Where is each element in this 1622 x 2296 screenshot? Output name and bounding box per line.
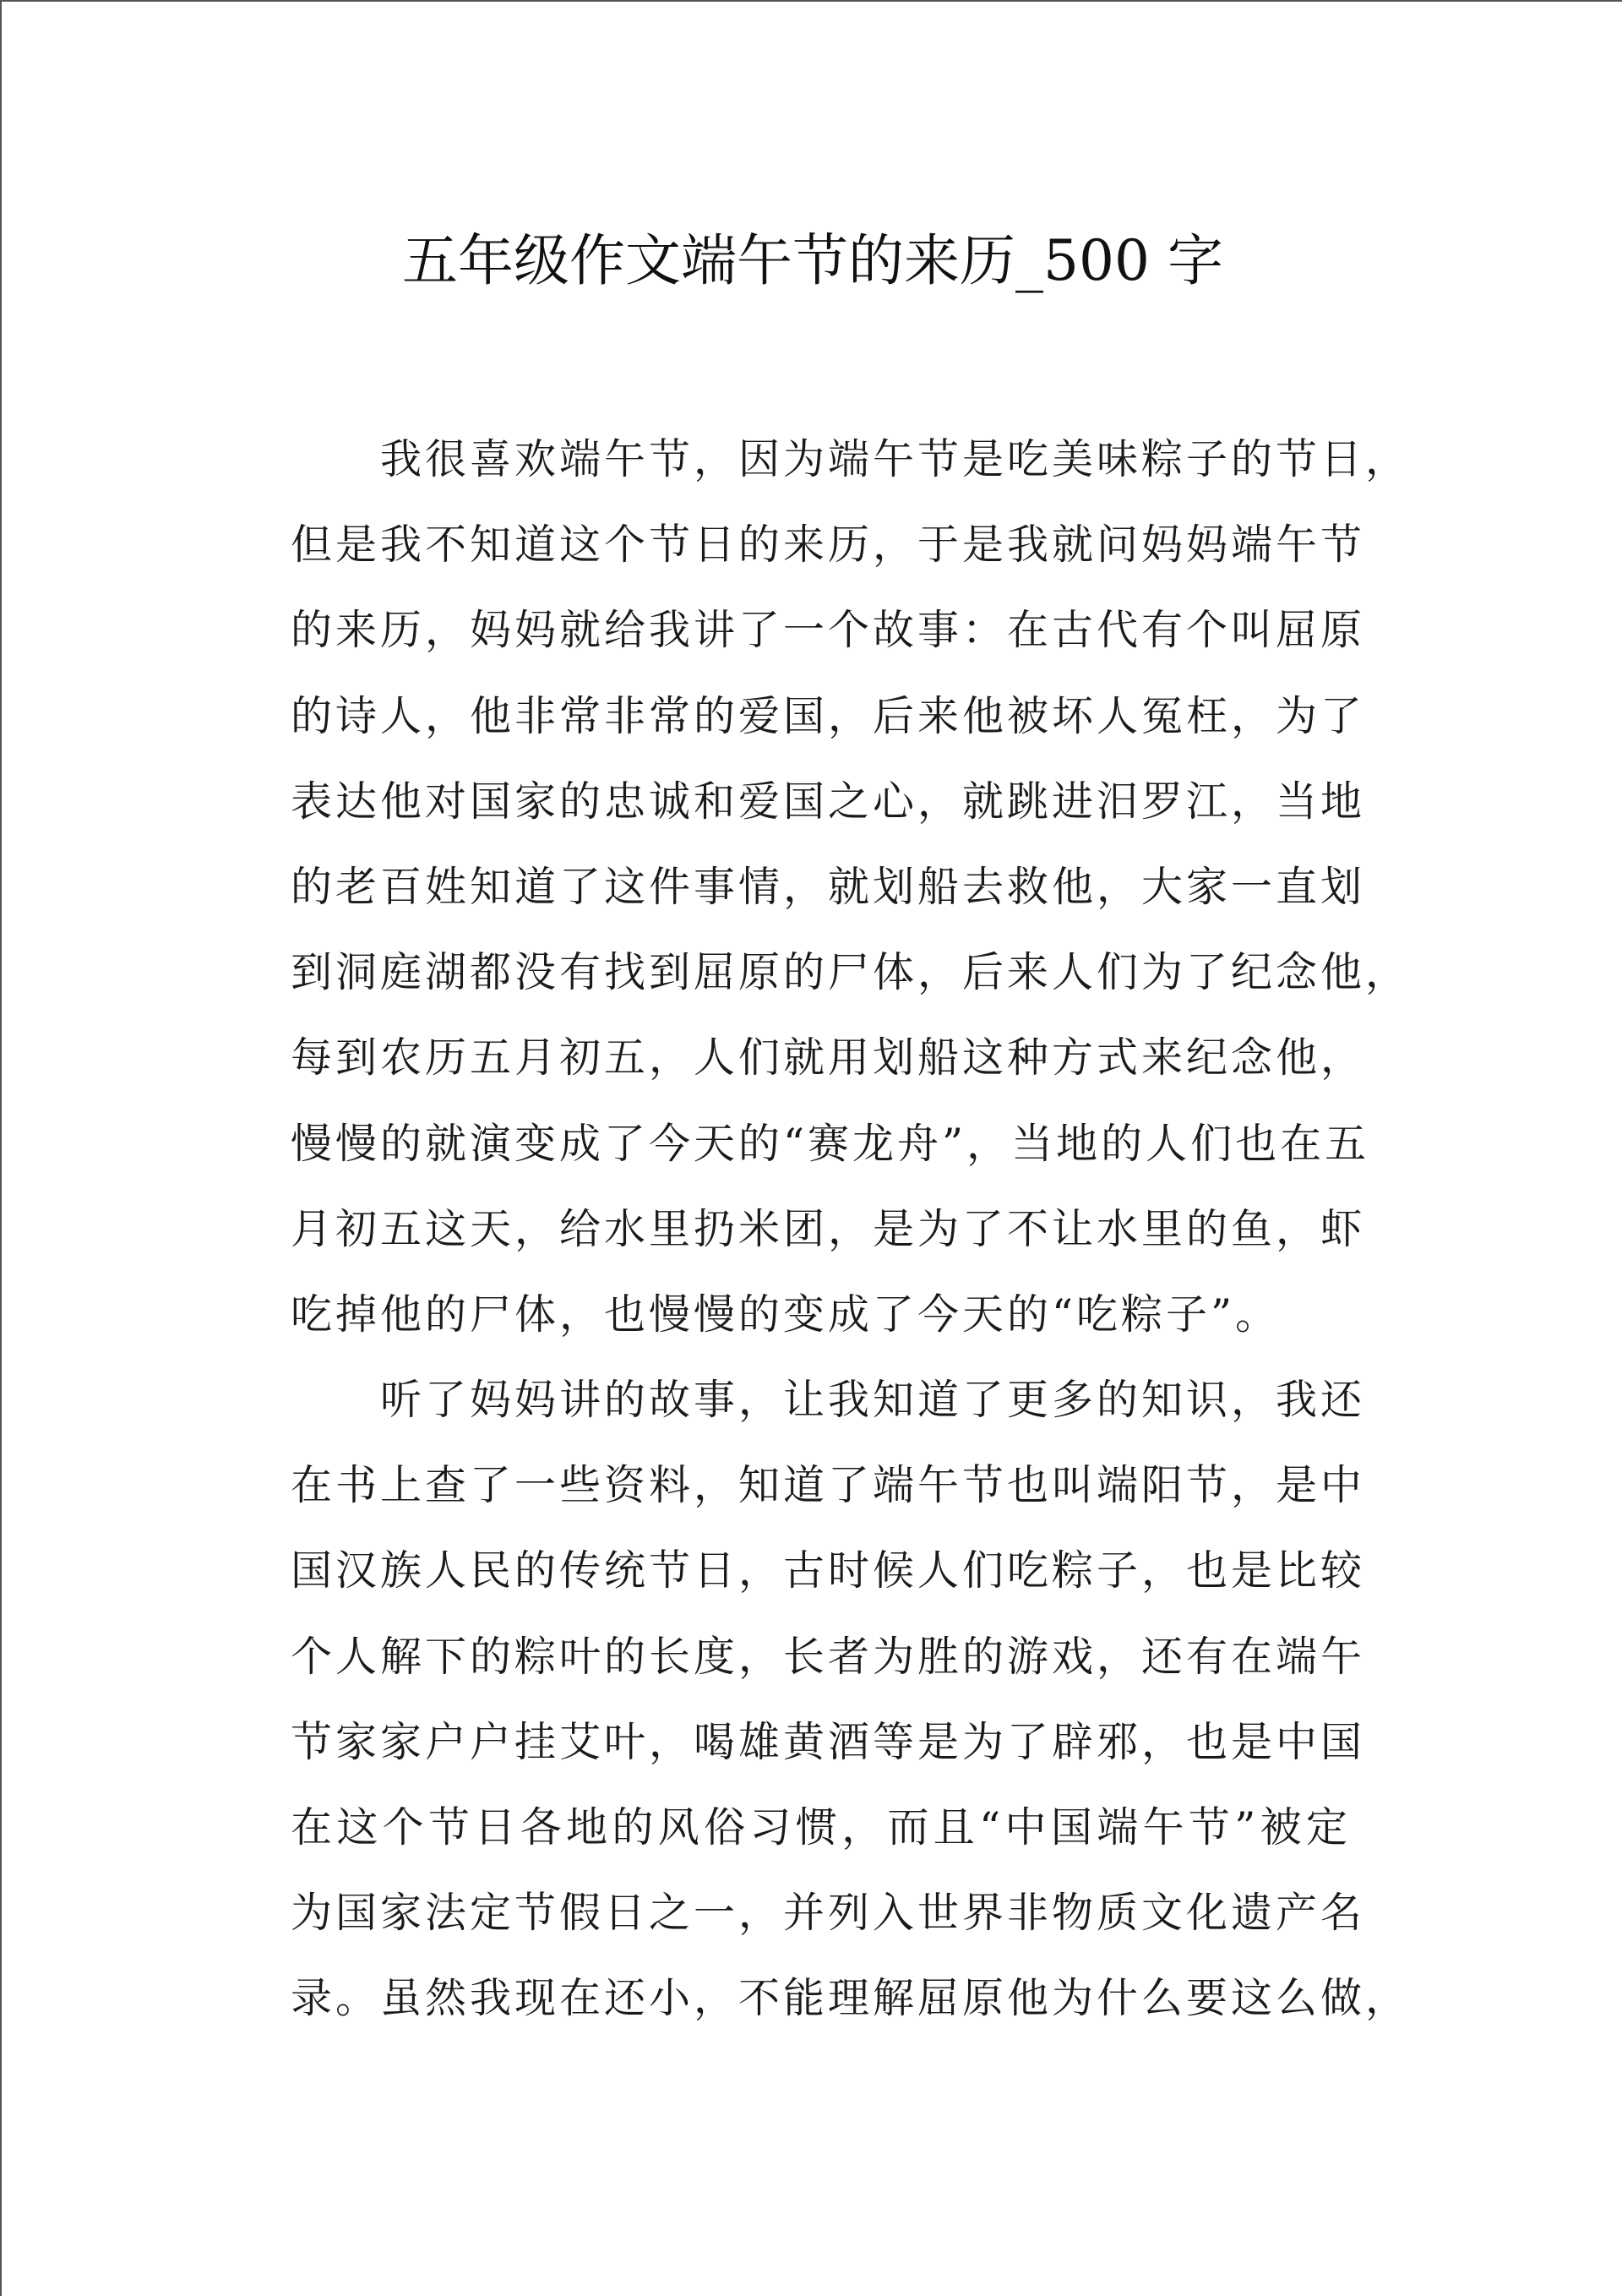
text-line: 吃掉他的尸体，也慢慢的变成了今天的“吃粽子”。 [291, 1290, 1281, 1339]
text-line: 但是我不知道这个节日的来历，于是我就问妈妈端午节 [291, 521, 1366, 570]
document-title: 五年级作文端午节的来历_500 字 [402, 228, 1223, 293]
text-line: 月初五这天，给水里扔米团，是为了不让水里的鱼，虾 [291, 1204, 1366, 1253]
text-line: 的老百姓知道了这件事情，就划船去救他，大家一直划 [291, 862, 1366, 911]
text-line: 的来历，妈妈就给我讲了一个故事：在古代有个叫屈原 [291, 606, 1366, 655]
text-line: 节家家户户挂艾叶，喝雄黄酒等是为了辟邪，也是中国 [291, 1717, 1366, 1766]
text-line: 国汉族人民的传统节日，古时候人们吃粽子，也是比较 [291, 1546, 1366, 1595]
text-line: 听了妈妈讲的故事，让我知道了更多的知识，我还 [291, 1376, 1366, 1425]
text-line: 个人解下的粽叶的长度，长者为胜的游戏，还有在端午 [291, 1632, 1366, 1681]
text-line: 每到农历五月初五，人们就用划船这种方式来纪念他， [291, 1033, 1366, 1083]
text-line: 录。虽然我现在还小，不能理解屈原他为什么要这么做， [291, 1974, 1411, 2023]
text-line: 的诗人，他非常非常的爱国，后来他被坏人冤枉，为了 [291, 691, 1366, 740]
document-body [291, 417, 1411, 2042]
text-line: 在这个节日各地的风俗习惯，而且“中国端午节”被定 [291, 1803, 1351, 1852]
text-line: 为国家法定节假日之一，并列入世界非物质文化遗产名 [291, 1889, 1366, 1938]
text-line: 慢慢的就演变成了今天的“赛龙舟”，当地的人们也在五 [291, 1119, 1370, 1168]
text-line: 到洞庭湖都没有找到屈原的尸体，后来人们为了纪念他， [291, 948, 1411, 997]
paragraph-1 [291, 417, 1411, 1357]
text-line: 我很喜欢端午节，因为端午节是吃美味粽子的节日， [291, 435, 1411, 483]
text-line: 表达他对国家的忠诚和爱国之心，就跳进汨罗江，当地 [291, 777, 1366, 826]
paragraph-2 [291, 1357, 1411, 2042]
text-line: 在书上查了一些资料，知道了端午节也叫端阳节，是中 [291, 1461, 1366, 1510]
